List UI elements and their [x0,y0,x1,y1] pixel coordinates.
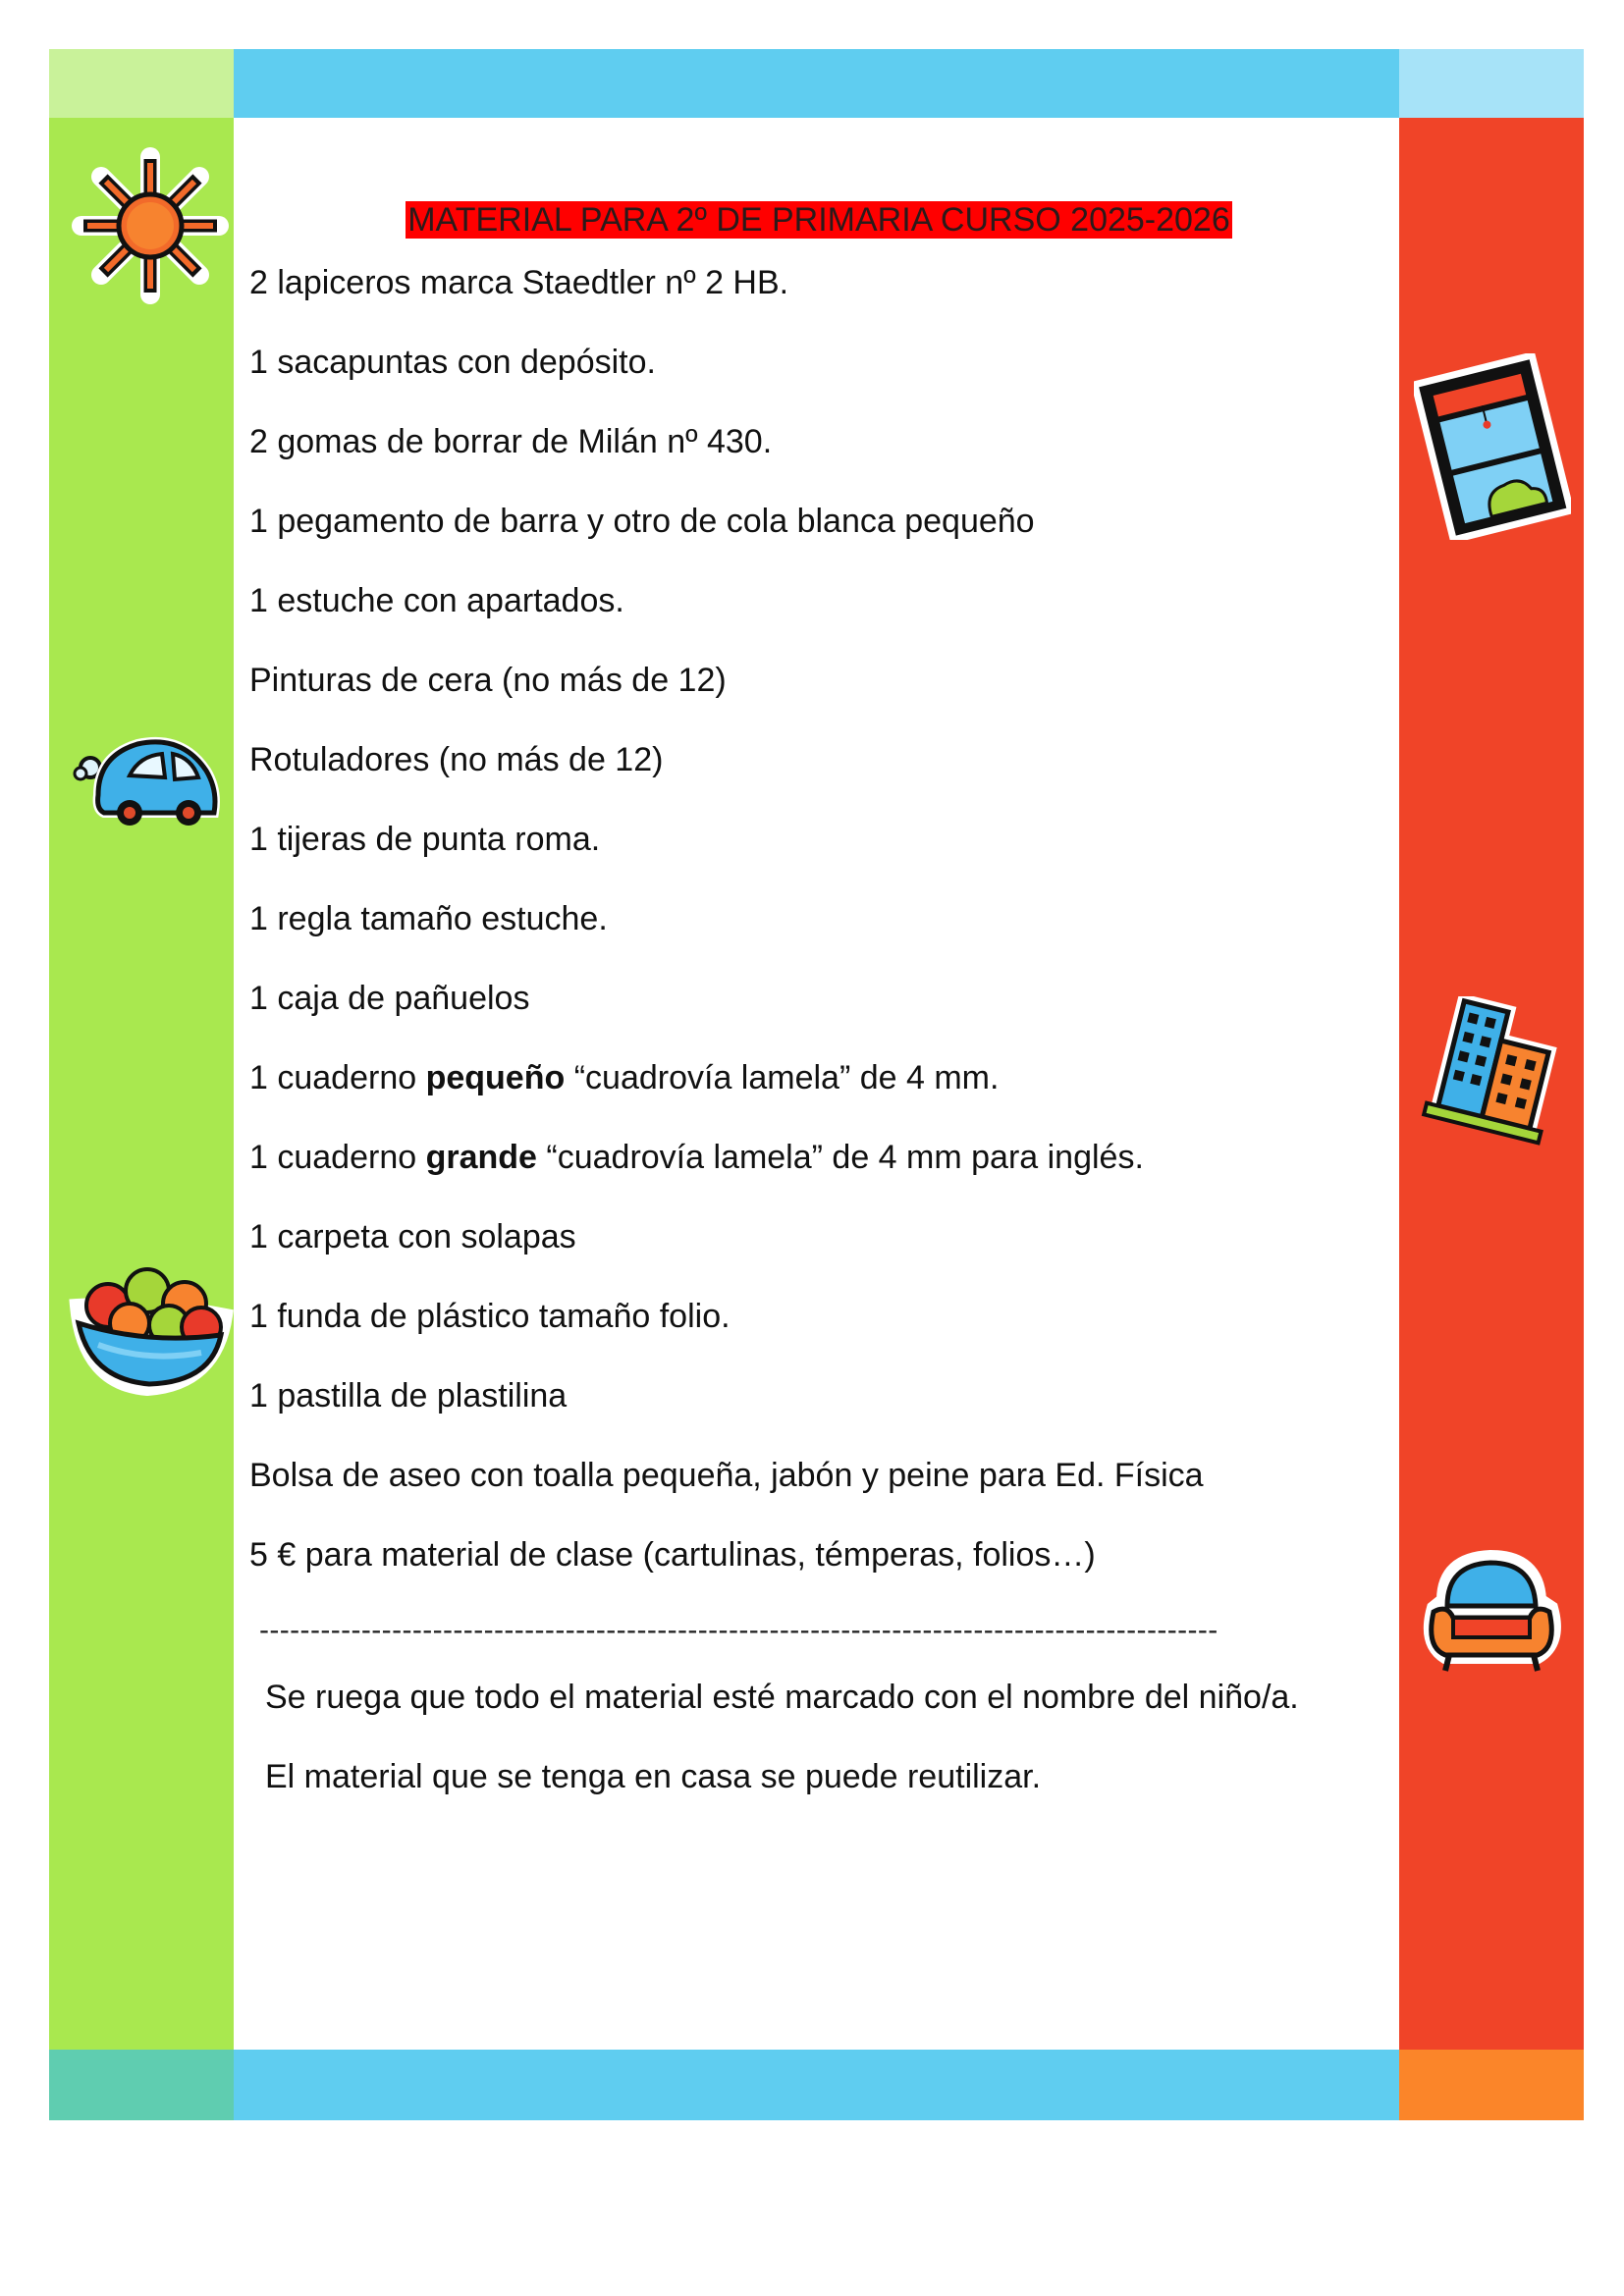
list-item [249,1134,1388,1213]
border-top-left [49,49,234,118]
window-icon [1414,353,1571,540]
list-item: 1 estuche con apartados. [249,582,624,619]
list-item: 1 caja de pañuelos [249,980,530,1017]
border-top-right [1399,49,1584,118]
material-list-document [249,196,1388,1833]
list-item: 1 carpeta con solapas [249,1218,576,1255]
list-item: 2 gomas de borrar de Milán nº 430. [249,423,773,460]
item-emphasis: pequeño [425,1059,566,1096]
list-item: 2 lapiceros marca Staedtler nº 2 HB. [249,264,789,301]
list-item: Bolsa de aseo con toalla pequeña, jabón y peine para Ed. Física [249,1457,1204,1494]
border-bottom-right [1399,2050,1584,2120]
list-item: 1 pegamento de barra y otro de cola blanca pequeño [249,503,1035,540]
list-item: 1 funda de plástico tamaño folio. [249,1298,731,1335]
border-bottom-left [49,2050,234,2120]
list-item: 1 tijeras de punta roma. [249,821,601,858]
list-item: 1 regla tamaño estuche. [249,900,608,937]
item-text: 1 cuaderno [249,1139,426,1176]
note-reuse: El material que se tenga en casa se puede reutilizar. [265,1758,1042,1795]
list-item: 5 € para material de clase (cartulinas, témperas, folios…) [249,1536,1096,1574]
list-item: Pinturas de cera (no más de 12) [249,662,727,699]
item-text: 1 cuaderno [249,1059,426,1096]
page-title [249,196,1388,243]
list-item: Rotuladores (no más de 12) [249,741,664,778]
armchair-icon [1414,1541,1571,1679]
item-text: “cuadrovía lamela” de 4 mm. [565,1059,1000,1096]
material-list [249,259,1388,1611]
list-item [249,1054,1388,1134]
page-title-text: MATERIAL PARA 2º DE PRIMARIA CURSO 2025-2026 [407,201,1230,239]
list-item: 1 pastilla de plastilina [249,1377,568,1415]
border-left [49,118,234,2050]
dashed-divider: ---------------------------------------------------------------------------------------------- [259,1614,1218,1646]
building-icon [1414,996,1571,1153]
fruit-bowl-icon [69,1247,236,1399]
item-text: “cuadrovía lamela” de 4 mm para inglés. [536,1139,1144,1176]
border-bottom [234,2050,1399,2120]
sun-icon [67,142,234,309]
list-item: 1 sacapuntas con depósito. [249,344,656,381]
border-top [234,49,1399,118]
item-emphasis: grande [425,1139,537,1176]
note-marking: Se ruega que todo el material esté marcado con el nombre del niño/a. [265,1679,1299,1716]
car-icon [69,726,226,834]
